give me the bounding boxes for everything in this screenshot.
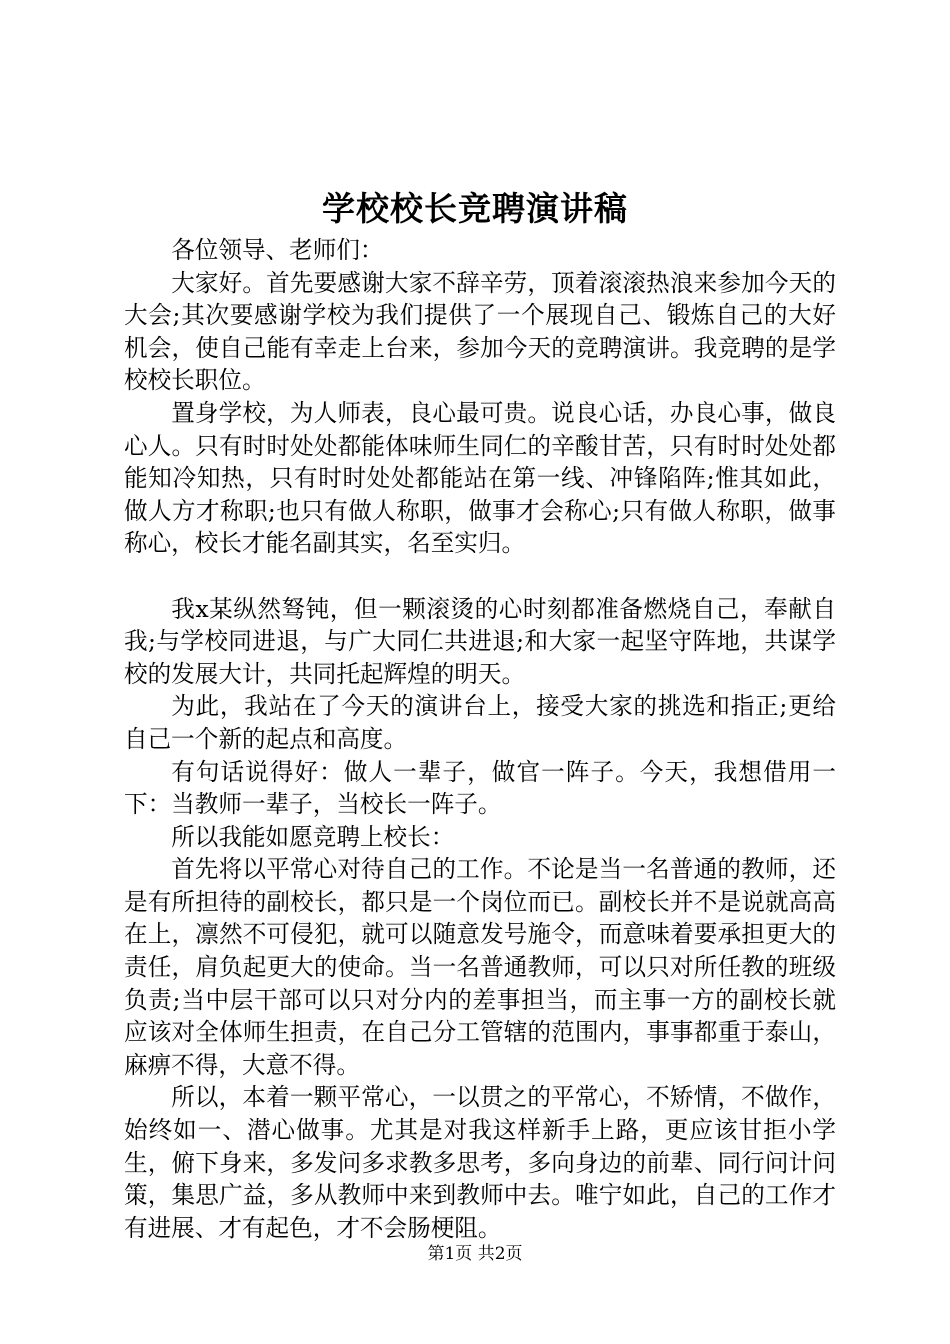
paragraph: 首先将以平常心对待自己的工作。不论是当一名普通的教师，还是有所担待的副校长，都只是一个岗位而已。副校长并不是说就高高在上，凛然不可侵犯，就可以随意发号施令，而意味着要承担更大的责任，肩负起更大的使命。当一名普通教师，可以只对所任教的班级负责;当中层干部可以只对分内的差事担当，而主事一方的副校长就应该对全体师生担责，在自己分工管辖的范围内，事事都重于泰山，麻痹不得，大意不得。 (124, 855, 836, 1079)
paragraph: 置身学校，为人师表，良心最可贵。说良心话，办良心事，做良心人。只有时时处处都能体味师生同仁的辛酸甘苦，只有时时处处都能知冷知热，只有时时处处都能站在第一线、冲锋陷阵;惟其如此，做人方才称职;也只有做人称职，做事才会称心;只有做人称职，做事称心，校长才能名副其实，名至实归。 (124, 398, 836, 558)
paragraph: 有句话说得好：做人一辈子，做官一阵子。今天，我想借用一下：当教师一辈子，当校长一阵子。 (124, 757, 836, 819)
paragraph: 所以我能如愿竞聘上校长： (171, 822, 455, 851)
paragraph: 为此，我站在了今天的演讲台上，接受大家的挑选和指正;更给自己一个新的起点和高度。 (124, 692, 836, 753)
paragraph-greeting: 各位领导、老师们： (171, 236, 384, 264)
paragraph: 我x某纵然驽钝，但一颗滚烫的心时刻都准备燃烧自己，奉献自我;与学校同进退，与广大同仁共进退;和大家一起坚守阵地，共谋学校的发展大计，共同托起辉煌的明天。 (124, 594, 836, 688)
paragraph: 所以，本着一颗平常心，一以贯之的平常心，不矫情，不做作，始终如一、潜心做事。尤其是对我这样新手上路，更应该甘拒小学生，俯下身来，多发问多求教多思考，多向身边的前辈、同行问计问策，集思广益，多从教师中来到教师中去。唯宁如此，自己的工作才有进展、才有起色，才不会肠梗阻。 (124, 1083, 836, 1242)
paragraph: 大家好。首先要感谢大家不辞辛劳，顶着滚滚热浪来参加今天的大会;其次要感谢学校为我们提供了一个展现自己、锻炼自己的大好机会，使自己能有幸走上台来，参加今天的竞聘演讲。我竞聘的是学校校长职位。 (124, 268, 836, 395)
page-number-footer: 第1页 共2页 (427, 1244, 523, 1264)
document-body (124, 234, 836, 1244)
document-title: 学校校长竞聘演讲稿 (322, 189, 628, 228)
